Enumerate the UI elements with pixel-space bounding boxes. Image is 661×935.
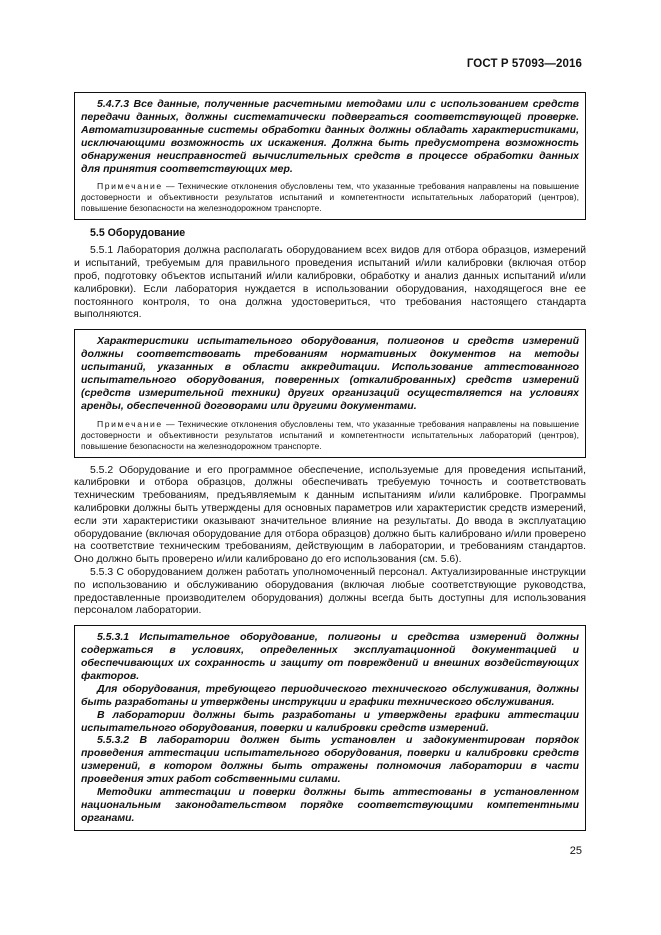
box-paragraph: Для оборудования, требующего периодического технического обслуживания, должны быть разработаны и утверждены инструкции и графики технического обслуживания. bbox=[81, 682, 579, 708]
note-text: — Технические отклонения обусловлены тем, что указанные требования направлены на повышение достоверности и объективности результатов испытаний и компетентности испытательных лабораторий (центров), повышение безопасности на железнодорожном транспорте. bbox=[81, 181, 579, 214]
requirement-box-equipment bbox=[74, 329, 586, 457]
note-label: Примечание bbox=[97, 181, 163, 192]
note-label: Примечание bbox=[97, 418, 163, 429]
paragraph-5-5-1: 5.5.1 Лаборатория должна располагать оборудованием всех видов для отбора образцов, измерений и испытаний, требуемым для правильного проведения испытаний и/или калибровки (включая отбор проб, подготовку объектов испытаний и/или калибровки, обработку и анализ данных испытаний и/или калибровки). Если лаборатория нуждается в использовании оборудования, находящегося вне ее постоянного контроля, то она должна удостовериться, что требования настоящего стандарта выполняются. bbox=[74, 245, 586, 321]
box-paragraph: В лаборатории должны быть разработаны и утверждены графики аттестации испытательного оборудования, поверки и калибровки средств измерений. bbox=[81, 708, 579, 734]
note-text: — Технические отклонения обусловлены тем, что указанные требования направлены на повышение достоверности и объективности результатов испытаний и компетентности испытательных лабораторий (центров), повышение безопасности на железнодорожном транспорте. bbox=[81, 418, 579, 451]
paragraph-5-5-2: 5.5.2 Оборудование и его программное обеспечение, используемые для проведения испытаний, калибровки и отбора образцов, должны обеспечивать требуемую точность и соответствовать техническим требованиям, предъявляемым к данным испытаниям и/или калибровке. Программы калибровки должны быть утверждены для основных параметров или характеристик средств измерений, если эти характеристики оказывают значительное влияние на результаты. До ввода в эксплуатацию оборудование (включая оборудование для отбора образцов) должно быть калибровано и/или проверено на соответствие техническим требованиям, действующим в лаборатории, и требованиям стандартов. Оно должно быть проверено и/или калибровано до его использования (см. 5.6). bbox=[74, 464, 586, 566]
section-heading: 5.5 Оборудование bbox=[90, 227, 186, 240]
box-text: 5.4.7.3 Все данные, полученные расчетными методами или с использованием средств передачи данных, должны систематически подвергаться соответствующей проверке. Автоматизированные системы обработки данных должны обладать характеристиками, исключающими возможность их искажения. Должна быть предусмотрена возможность обнаружения неисправностей вычислительных средств в процессе обработки данных для принятия соответствующих мер. bbox=[81, 98, 579, 175]
document-body bbox=[74, 92, 586, 838]
box-paragraph: Методики аттестации и поверки должны быть аттестованы в установленном национальным законодательством порядке соответствующими компетентными органами. bbox=[81, 786, 579, 824]
page-number: 25 bbox=[569, 845, 582, 857]
requirement-box-5-5-3 bbox=[74, 625, 586, 831]
note bbox=[81, 419, 579, 452]
note bbox=[81, 181, 579, 214]
box-paragraph: 5.5.3.1 Испытательное оборудование, полигоны и средства измерений должны содержаться в условиях, определенных эксплуатационной документацией и обеспечивающих их сохранность и защиту от повреждений и внешних воздействующих факторов. bbox=[81, 631, 579, 682]
requirement-box-5-4-7-3 bbox=[74, 92, 586, 220]
paragraph-5-5-3: 5.5.3 С оборудованием должен работать уполномоченный персонал. Актуализированные инструкции по использованию и обслуживанию оборудования (включая любые соответствующие руководства, предоставленные производителем оборудования) должны всегда быть доступны для использования персоналом лаборатории. bbox=[74, 567, 586, 617]
box-paragraph: 5.5.3.2 В лаборатории должен быть установлен и задокументирован порядок проведения аттестации испытательного оборудования, поверки и калибровки средств измерений, в котором должны быть отражены полномочия лаборатории в части проведения этих работ собственными силами. bbox=[81, 734, 579, 786]
document-header-id: ГОСТ Р 57093—2016 bbox=[466, 58, 582, 70]
box-text: Характеристики испытательного оборудования, полигонов и средств измерений должны соответствовать требованиям нормативных документов на методы испытаний, указанных в области аккредитации. Использование аттестованного испытательного оборудования, поверенных (откалиброванных) средств измерений (средств измерительной техники) других организаций осуществляется на условиях аренды, обеспеченной договорами или другими документами. bbox=[81, 335, 579, 412]
